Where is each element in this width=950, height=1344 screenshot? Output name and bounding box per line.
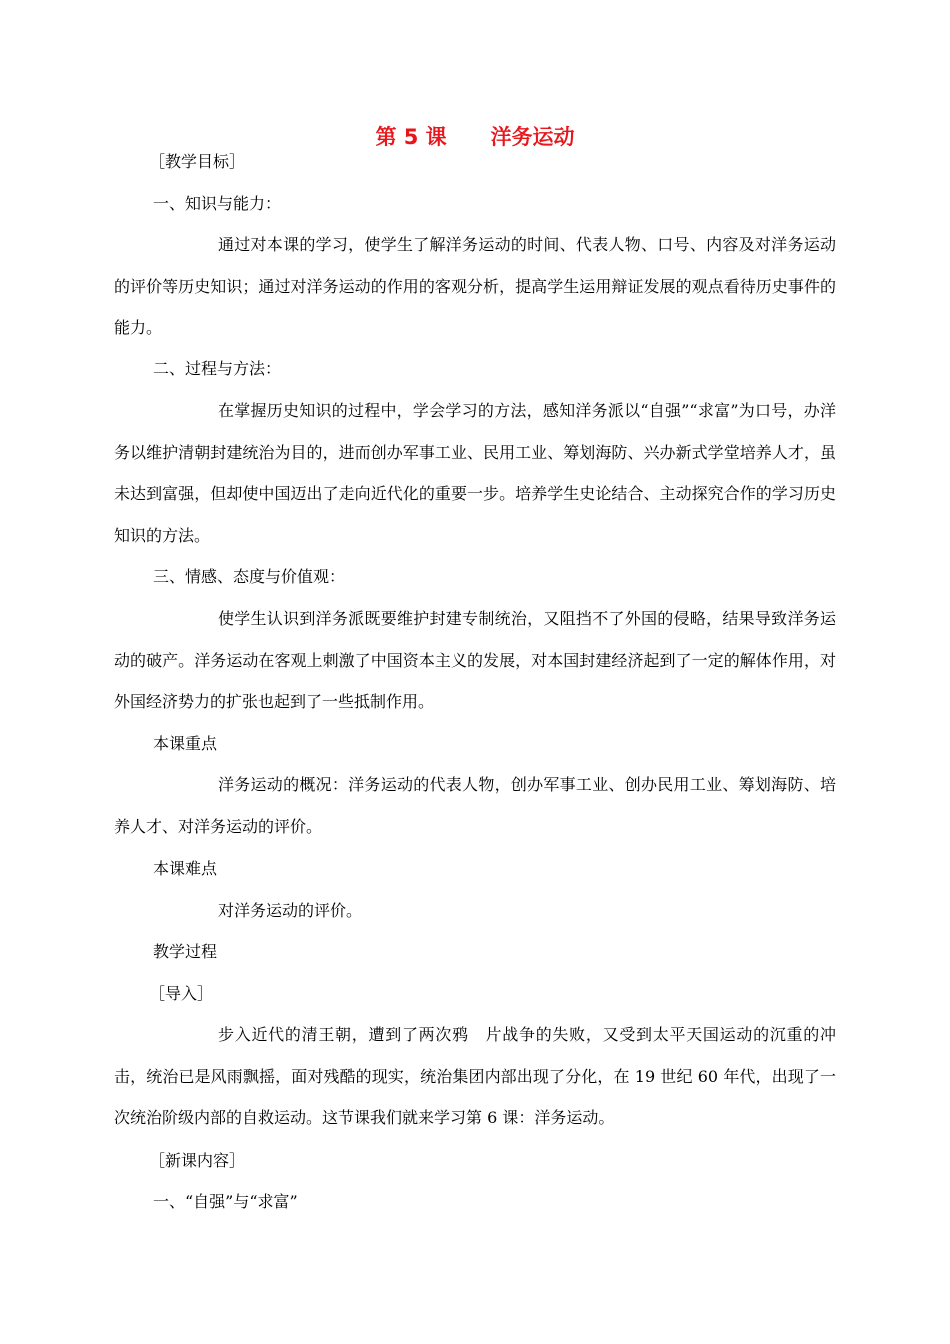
section-process-method-body: 在掌握历史知识的过程中，学会学习的方法，感知洋务派以“自强”“求富”为口号，办洋务以维护清朝封建统治为目的，进而创办军事工业、民用工业、筹划海防、兴办新式学堂培养人才，虽未达到富强，但却使中国迈出了走向近代化的重要一步。培养学生史论结合、主动探究合作的学习历史知识的方法。 bbox=[114, 401, 836, 545]
section-knowledge-heading: 一、知识与能力： bbox=[153, 194, 282, 213]
part1-heading: 一、“自强”与“求富” bbox=[153, 1192, 298, 1211]
difficulty-body: 对洋务运动的评价。 bbox=[218, 901, 363, 920]
section-emotion-heading: 三、情感、态度与价值观： bbox=[153, 567, 346, 586]
key-point-heading: 本课重点 bbox=[153, 734, 218, 753]
intro-heading: ［导入］ bbox=[149, 984, 214, 1003]
section-process-method-heading: 二、过程与方法： bbox=[153, 359, 282, 378]
section-emotion-body: 使学生认识到洋务派既要维护封建专制统治，又阻挡不了外国的侵略，结果导致洋务运动的破产。洋务运动在客观上刺激了中国资本主义的发展，对本国封建经济起到了一定的解体作用，对外国经济势力的扩张也起到了一些抵制作用。 bbox=[114, 609, 836, 711]
teaching-goals-heading: ［教学目标］ bbox=[149, 152, 246, 171]
section-knowledge-body: 通过对本课的学习，使学生了解洋务运动的时间、代表人物、口号、内容及对洋务运动的评价等历史知识；通过对洋务运动的作用的客观分析，提高学生运用辩证发展的观点看待历史事件的能力。 bbox=[114, 235, 836, 337]
difficulty-heading: 本课难点 bbox=[153, 859, 218, 878]
lesson-title: 第 5 课 洋务运动 bbox=[375, 125, 575, 149]
intro-body: 步入近代的清王朝，遭到了两次鸦 片战争的失败，又受到太平天国运动的沉重的冲击，统治已是风雨飘摇，面对残酷的现实，统治集团内部出现了分化，在 19 世纪 60 年代，出现了一次统治阶级内部的自救运动。这节课我们就来学习第 6 课：洋务运动。 bbox=[114, 1025, 836, 1127]
new-content-heading: ［新课内容］ bbox=[149, 1151, 246, 1170]
teaching-process-heading: 教学过程 bbox=[153, 942, 218, 961]
key-point-body: 洋务运动的概况：洋务运动的代表人物，创办军事工业、创办民用工业、筹划海防、培养人才、对洋务运动的评价。 bbox=[114, 775, 836, 836]
